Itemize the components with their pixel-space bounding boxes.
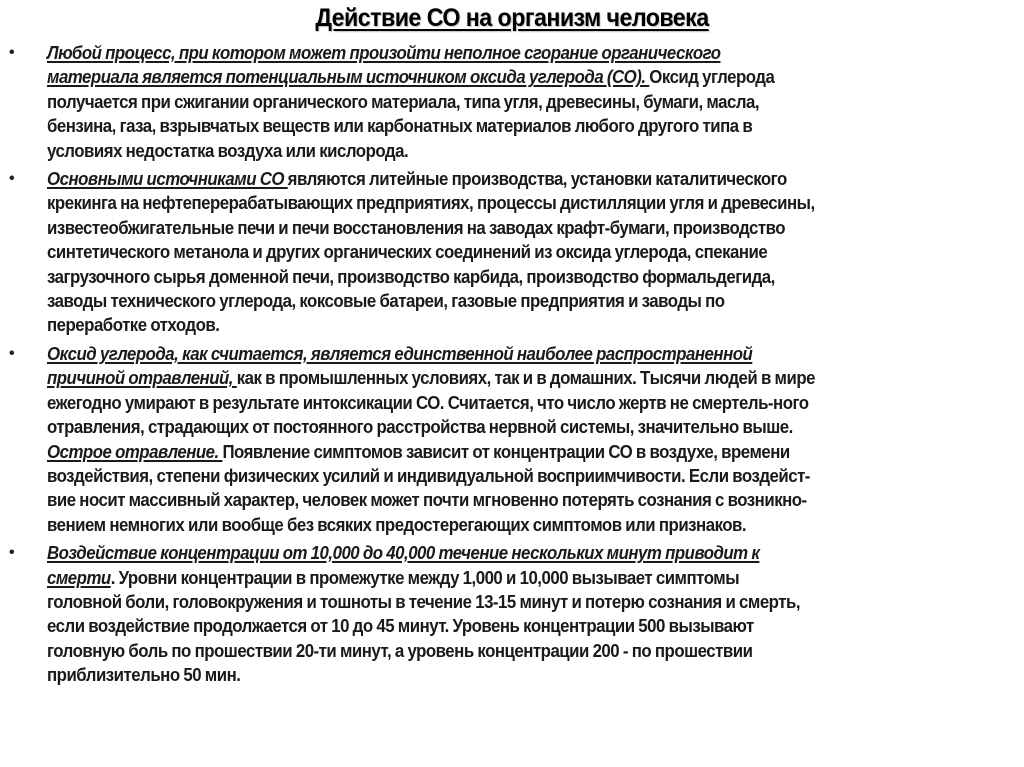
text-line: головную боль по прошествии 20-ти минут, а уровень концентрации 200 - по прошествии: [47, 639, 753, 661]
emphasized-text: Любой процесс, при котором может произойти неполное сгорание органического: [47, 42, 721, 63]
body-text: Появление симптомов зависит от концентрации СО в воздухе, времени: [222, 440, 790, 462]
text-line: загрузочного сырья доменной печи, производство карбида, производство формальдегида,: [47, 265, 775, 287]
bullet-item-concentration-effects: [0, 541, 1024, 687]
text-line: получается при сжигании органического материала, типа угля, древесины, бумаги, масла,: [47, 90, 760, 112]
body-text: являются литейные производства, установки каталитического: [287, 168, 787, 190]
emphasized-text: Оксид углерода, как считается, является единственной наиболее распространенной: [47, 342, 753, 364]
emphasized-text: причиной отравлений,: [47, 367, 237, 389]
text-line: крекинга на нефтеперерабатывающих предприятиях, процессы дистилляции угля и древесины,: [47, 192, 815, 214]
text-line: [47, 41, 924, 65]
text-line: бензина, газа, взрывчатых веществ или карбонатных материалов любого другого типа в: [47, 115, 753, 137]
text-line: ежегодно умирают в результате интоксикации СО. Считается, что число жертв не смертель-ного: [47, 391, 809, 413]
text-line: [47, 440, 924, 464]
body-text: как в промышленных условиях, так и в домашних. Тысячи людей в мире: [236, 367, 815, 389]
bullet-item-main-sources: [0, 167, 1024, 338]
bullet-icon: •: [9, 544, 15, 562]
emphasized-text: Воздействие концентрации от 10,000 до 40,000 течение нескольких минут приводит к: [47, 542, 760, 564]
text-line: известеобжигательные печи и печи восстановления на заводах крафт-бумаги, производство: [47, 216, 786, 238]
body-text: Оксид углерода: [649, 66, 775, 88]
bullet-icon: •: [9, 44, 15, 61]
text-line: отравления, страдающих от постоянного расстройства нервной системы, значительно выше.: [47, 416, 793, 438]
text-line: воздействия, степени физических усилий и индивидуальной восприимчивости. Если воздейст-: [47, 464, 810, 486]
text-line: переработке отходов.: [47, 314, 220, 336]
text-line: вением немногих или вообще без всяких предостерегающих симптомов или признаков.: [47, 513, 747, 535]
text-line: [47, 566, 924, 590]
text-line: синтетического метанола и других органических соединений из оксида углерода, спекание: [47, 241, 768, 263]
text-line: условиях недостатка воздуха или кислорода.: [47, 139, 409, 161]
text-line: [47, 541, 924, 565]
text-line: головной боли, головокружения и тошноты в течение 13-15 минут и потерю сознания и смерть,: [47, 590, 801, 612]
body-text: . Уровни концентрации в промежутке между 1,000 и 10,000 вызывает симптомы: [110, 566, 740, 588]
text-line: если воздействие продолжается от 10 до 45 минут. Уровень концентрации 500 вызывают: [47, 615, 754, 637]
emphasized-text: Острое отравление.: [47, 440, 223, 462]
text-line: [47, 65, 924, 89]
slide-title: Действие СО на организм человека: [315, 4, 709, 32]
bullet-item-poisoning-cause: [0, 342, 1024, 537]
emphasized-text: смерти: [47, 566, 111, 588]
emphasized-text: Основными источниками СО: [47, 168, 288, 190]
text-line: приблизительно 50 мин.: [47, 664, 241, 686]
emphasized-text: материала является потенциальным источником оксида углерода (СО).: [47, 66, 650, 88]
text-line: заводы технического углерода, коксовые батареи, газовые предприятия и заводы по: [47, 290, 725, 312]
text-line: [47, 366, 924, 390]
text-line: вие носит массивный характер, человек может почти мгновенно потерять сознания с возникно-: [47, 489, 807, 511]
bullet-list: [0, 41, 1024, 692]
bullet-item-co-sources-combustion: [0, 41, 1024, 163]
bullet-icon: •: [9, 344, 15, 362]
text-line: [47, 342, 924, 366]
bullet-icon: •: [9, 170, 15, 188]
text-line: [47, 167, 924, 191]
